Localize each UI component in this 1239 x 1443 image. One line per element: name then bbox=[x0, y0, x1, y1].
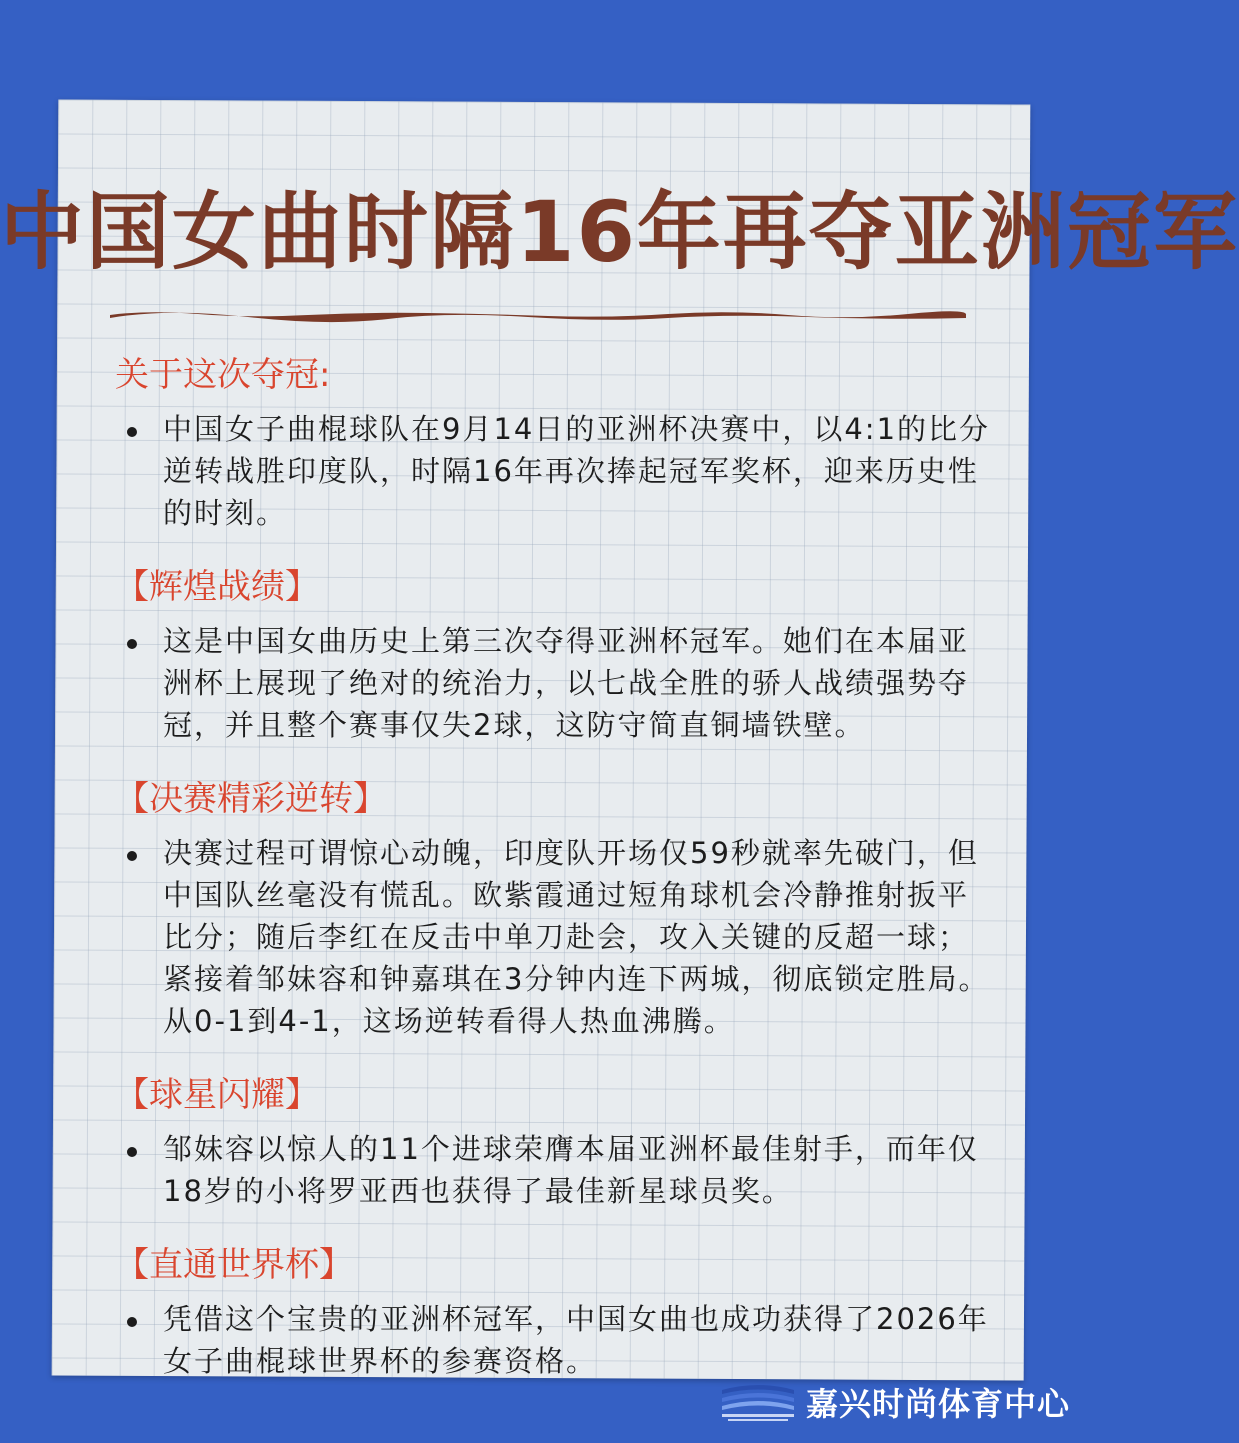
bullet-text: 这是中国女曲历史上第三次夺得亚洲杯冠军。她们在本届亚洲杯上展现了绝对的统治力，以七战全胜的骄人战绩强势夺冠，并且整个赛事仅失2球，这防守简直铜墙铁壁。 bbox=[163, 624, 970, 742]
bullet-item bbox=[115, 1128, 995, 1212]
title-underline bbox=[108, 308, 968, 322]
section-heading: 【球星闪耀】 bbox=[115, 1075, 319, 1115]
bullet-text: 凭借这个宝贵的亚洲杯冠军，中国女曲也成功获得了2026年女子曲棍球世界杯的参赛资格。 bbox=[163, 1302, 989, 1378]
bullet-dot-icon bbox=[127, 1317, 137, 1327]
bullet-item bbox=[115, 408, 995, 534]
section-about bbox=[115, 352, 995, 534]
article-body bbox=[115, 352, 995, 1412]
bullet-item bbox=[115, 832, 995, 1042]
section-final bbox=[115, 776, 995, 1042]
section-heading: 关于这次夺冠: bbox=[115, 355, 331, 395]
bullet-dot-icon bbox=[127, 639, 137, 649]
bullet-text: 邹妹容以惊人的11个进球荣膺本届亚洲杯最佳射手，而年仅18岁的小将罗亚西也获得了最佳新星球员奖。 bbox=[163, 1132, 979, 1208]
bullet-dot-icon bbox=[127, 1147, 137, 1157]
section-heading: 【决赛精彩逆转】 bbox=[115, 779, 387, 819]
section-heading: 【辉煌战绩】 bbox=[115, 567, 319, 607]
bullet-text: 决赛过程可谓惊心动魄，印度队开场仅59秒就率先破门，但中国队丝毫没有慌乱。欧紫霞通过短角球机会冷静推射扳平比分；随后李红在反击中单刀赴会，攻入关键的反超一球；紧接着邹妹容和钟嘉琪在3分钟内连下两城，彻底锁定胜局。从0-1到4-1，这场逆转看得人热血沸腾。 bbox=[163, 836, 990, 1038]
section-stars bbox=[115, 1072, 995, 1212]
section-heading: 【直通世界杯】 bbox=[115, 1245, 353, 1285]
bullet-dot-icon bbox=[127, 427, 137, 437]
organization-name: 嘉兴时尚体育中心 bbox=[805, 1385, 1070, 1423]
sports-center-logo-icon bbox=[720, 1380, 796, 1424]
bullet-dot-icon bbox=[127, 851, 137, 861]
page-title: 中国女曲时隔16年再夺亚洲冠军 bbox=[0, 183, 1239, 281]
section-world-cup bbox=[115, 1242, 995, 1382]
bullet-text: 中国女子曲棍球队在9月14日的亚洲杯决赛中，以4:1的比分逆转战胜印度队，时隔16年再次捧起冠军奖杯，迎来历史性的时刻。 bbox=[163, 412, 991, 530]
bullet-item bbox=[115, 620, 995, 746]
section-record bbox=[115, 564, 995, 746]
footer-brand bbox=[720, 1367, 1070, 1437]
